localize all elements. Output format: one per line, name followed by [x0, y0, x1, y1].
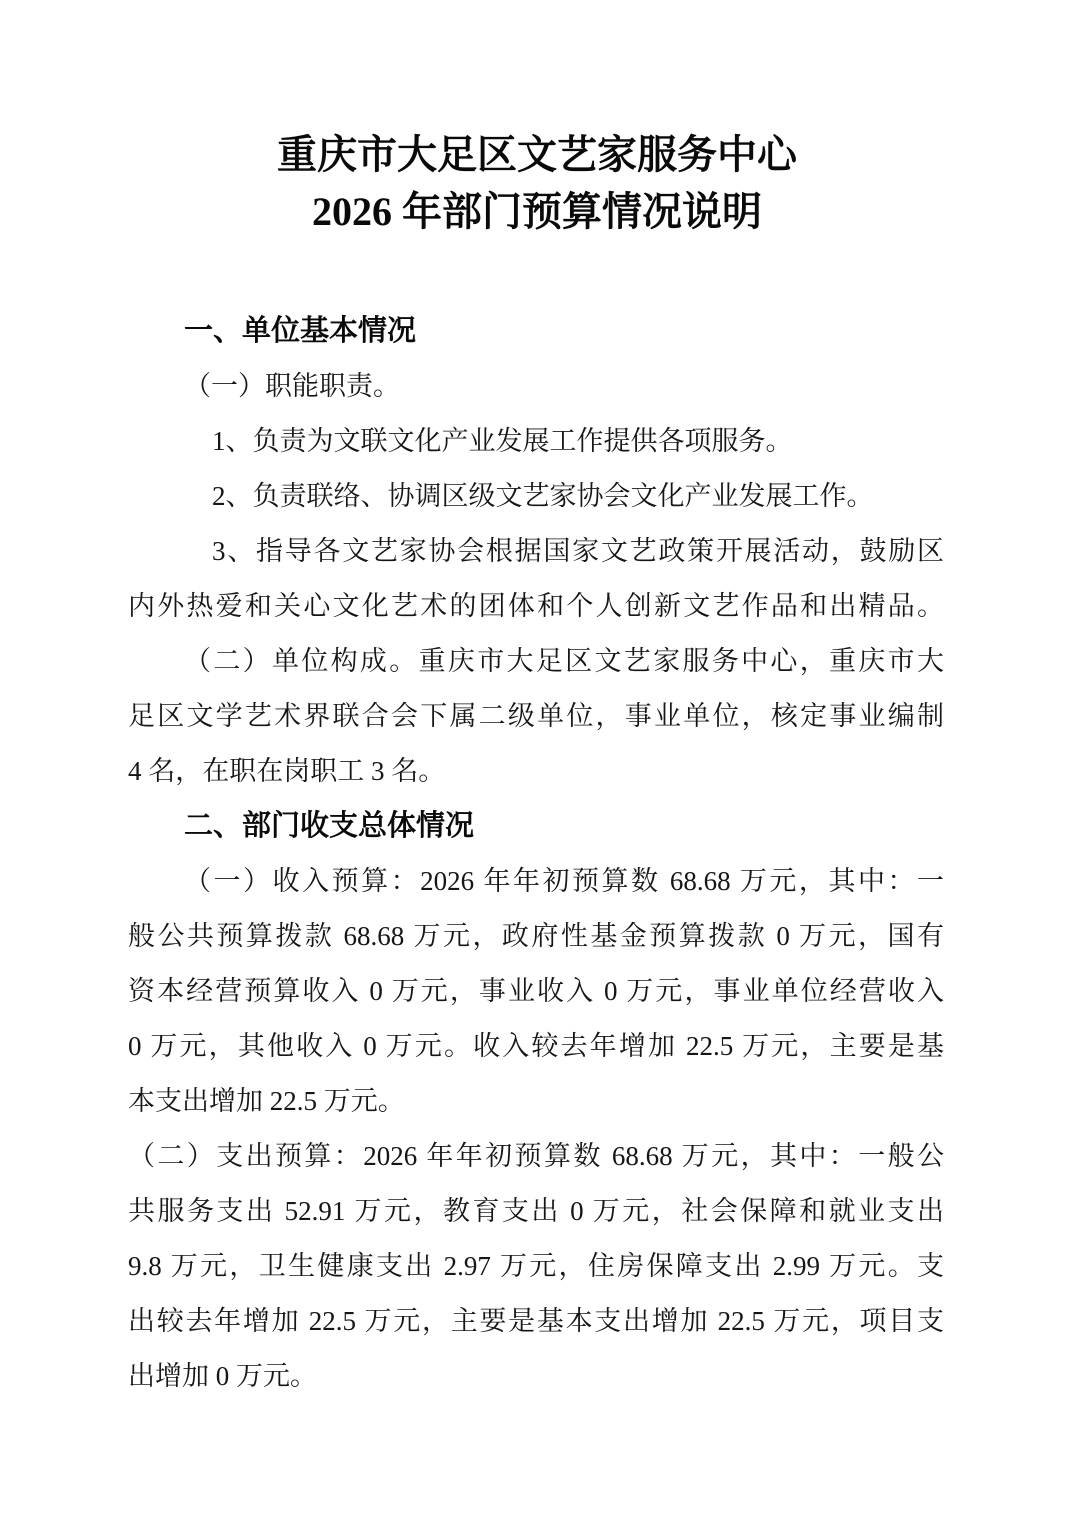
- section-1-heading: 一、单位基本情况: [184, 315, 417, 347]
- paragraph: [128, 414, 944, 469]
- document-body: [128, 304, 944, 1404]
- paragraph-line: （二）单位构成。重庆市大足区文艺家服务中心，重庆市大: [184, 646, 944, 676]
- paragraph-line: 4 名，在职在岗职工 3 名。: [128, 756, 446, 786]
- paragraph: [128, 359, 944, 414]
- paragraph: [128, 469, 944, 524]
- paragraph-line: 足区文学艺术界联合会下属二级单位，事业单位，核定事业编制: [128, 701, 944, 731]
- paragraph-line: 1、负责为文联文化产业发展工作提供各项服务。: [212, 426, 793, 456]
- paragraph-line: （一）收入预算：2026 年年初预算数 68.68 万元，其中：一: [184, 866, 944, 896]
- paragraph-line: 内外热爱和关心文化艺术的团体和个人创新文艺作品和出精品。: [128, 591, 944, 621]
- paragraph-line: 3、指导各文艺家协会根据国家文艺政策开展活动，鼓励区: [212, 536, 944, 566]
- document-title-line-1: 重庆市大足区文艺家服务中心: [277, 132, 797, 177]
- paragraph-line: 出增加 0 万元。: [128, 1361, 317, 1391]
- paragraph-line: 9.8 万元，卫生健康支出 2.97 万元，住房保障支出 2.99 万元。支: [128, 1251, 944, 1281]
- paragraph: [128, 1129, 944, 1404]
- paragraph: [128, 854, 944, 1129]
- document-title: [0, 0, 1074, 240]
- paragraph-line: （二）支出预算：2026 年年初预算数 68.68 万元，其中：一般公: [128, 1141, 944, 1171]
- paragraph-line: 般公共预算拨款 68.68 万元，政府性基金预算拨款 0 万元，国有: [128, 921, 944, 951]
- paragraph: [128, 634, 944, 799]
- document-title-line-2: 2026 年部门预算情况说明: [312, 189, 762, 234]
- section-2-heading: 二、部门收支总体情况: [184, 810, 475, 842]
- paragraph-line: 本支出增加 22.5 万元。: [128, 1086, 405, 1116]
- paragraph-line: 出较去年增加 22.5 万元，主要是基本支出增加 22.5 万元，项目支: [128, 1306, 944, 1336]
- paragraph-line: 共服务支出 52.91 万元，教育支出 0 万元，社会保障和就业支出: [128, 1196, 944, 1226]
- paragraph-line: （一）职能职责。: [184, 371, 400, 401]
- paragraph-line: 0 万元，其他收入 0 万元。收入较去年增加 22.5 万元，主要是基: [128, 1031, 944, 1061]
- paragraph-line: 资本经营预算收入 0 万元，事业收入 0 万元，事业单位经营收入: [128, 976, 944, 1006]
- paragraph: [128, 524, 944, 634]
- paragraph-line: 2、负责联络、协调区级文艺家协会文化产业发展工作。: [212, 481, 874, 511]
